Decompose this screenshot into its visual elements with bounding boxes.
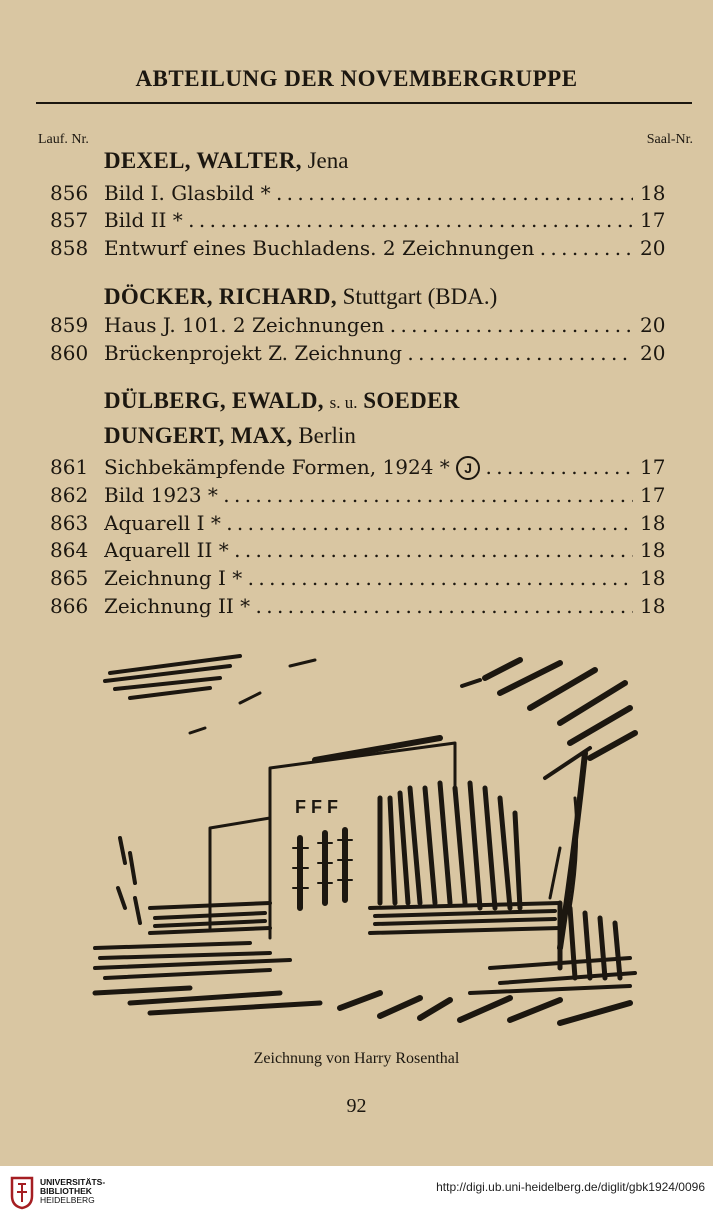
entry-title: Haus J. 101. 2 Zeichnungen . . . (104, 313, 633, 337)
entry-number: 864 (50, 538, 89, 562)
artist-heading-dulberg (104, 388, 460, 414)
entry-title: Aquarell II * . . . (104, 538, 633, 562)
artist-crossref: s. u. (329, 393, 358, 412)
catalog-entry (0, 208, 713, 234)
j-circle-icon: J (456, 456, 480, 480)
artist-city: Jena (307, 148, 349, 173)
entry-number: 858 (50, 236, 89, 260)
entry-number: 856 (50, 181, 89, 205)
entry-saal: 18 (640, 181, 666, 205)
entry-number: 860 (50, 341, 89, 365)
entry-title: Entwurf eines Buchladens. 2 Zeichnungen . . . (104, 236, 633, 260)
entry-saal: 18 (640, 538, 666, 562)
catalog-entry (0, 566, 713, 592)
artist-heading-docker (104, 284, 497, 310)
digitization-footer (0, 1166, 713, 1217)
entry-title: Zeichnung II * . . . (104, 594, 633, 618)
entry-title: Aquarell I * . . . (104, 511, 633, 535)
page-header: ABTEILUNG DER NOVEMBERGRUPPE (135, 66, 578, 91)
catalog-entry (0, 313, 713, 339)
catalog-entry (0, 181, 713, 207)
artist-name: DÖCKER, RICHARD, (104, 284, 337, 309)
entry-saal: 17 (640, 455, 666, 479)
entry-saal: 20 (640, 313, 666, 337)
catalog-entry (0, 455, 713, 481)
entry-saal: 18 (640, 594, 666, 618)
library-name (40, 1178, 105, 1205)
university-seal-icon (8, 1174, 36, 1210)
entry-saal: 17 (640, 483, 666, 507)
building-sketch-illustration (90, 648, 640, 1043)
catalog-entry (0, 511, 713, 537)
source-url-link[interactable]: http://digi.ub.uni-heidelberg.de/diglit/gbk1924/0096 (436, 1180, 705, 1194)
entry-saal: 18 (640, 511, 666, 535)
entry-number: 861 (50, 455, 89, 479)
entry-title: Bild 1923 * . . . (104, 483, 633, 507)
header-rule (36, 102, 692, 104)
entry-number: 857 (50, 208, 89, 232)
catalog-entry (0, 483, 713, 509)
catalog-entry (0, 538, 713, 564)
entry-title: Zeichnung I * . . . (104, 566, 633, 590)
column-saal-nr: Saal-Nr. (646, 132, 693, 147)
entry-saal: 17 (640, 208, 666, 232)
artist-heading-dungert (104, 423, 356, 449)
entry-saal: 20 (640, 236, 666, 260)
page-number: 92 (346, 1095, 367, 1117)
illustration-caption: Zeichnung von Harry Rosenthal (253, 1050, 460, 1067)
entry-title: Bild II * . . . (104, 208, 633, 232)
artist-name: DUNGERT, MAX, (104, 423, 293, 448)
entry-title: Brückenprojekt Z. Zeichnung . . . (104, 341, 633, 365)
library-line: HEIDELBERG (40, 1195, 95, 1205)
entry-number: 863 (50, 511, 89, 535)
entry-number: 859 (50, 313, 89, 337)
artist-name: DEXEL, WALTER, (104, 148, 302, 173)
artist-city: Stuttgart (BDA.) (342, 284, 498, 309)
library-line: BIBLIOTHEK (40, 1186, 92, 1196)
artist-crossref-name: SOEDER (363, 388, 460, 413)
column-lauf-nr: Lauf. Nr. (38, 132, 89, 147)
artist-heading-dexel (104, 148, 348, 174)
entry-title: Bild I. Glasbild * . . . (104, 181, 633, 205)
entry-number: 862 (50, 483, 89, 507)
entry-saal: 20 (640, 341, 666, 365)
library-line: UNIVERSITÄTS- (40, 1177, 106, 1187)
artist-name: DÜLBERG, EWALD, (104, 388, 324, 413)
entry-number: 866 (50, 594, 89, 618)
svg-text:F F F: F F F (295, 797, 338, 817)
artist-city: Berlin (298, 423, 356, 448)
catalog-entry (0, 236, 713, 262)
catalog-entry (0, 341, 713, 367)
entry-title (104, 455, 633, 480)
entry-saal: 18 (640, 566, 666, 590)
entry-number: 865 (50, 566, 89, 590)
entry-title-text: Sichbekämpfende Formen, 1924 * (104, 455, 450, 479)
catalog-entry (0, 594, 713, 620)
